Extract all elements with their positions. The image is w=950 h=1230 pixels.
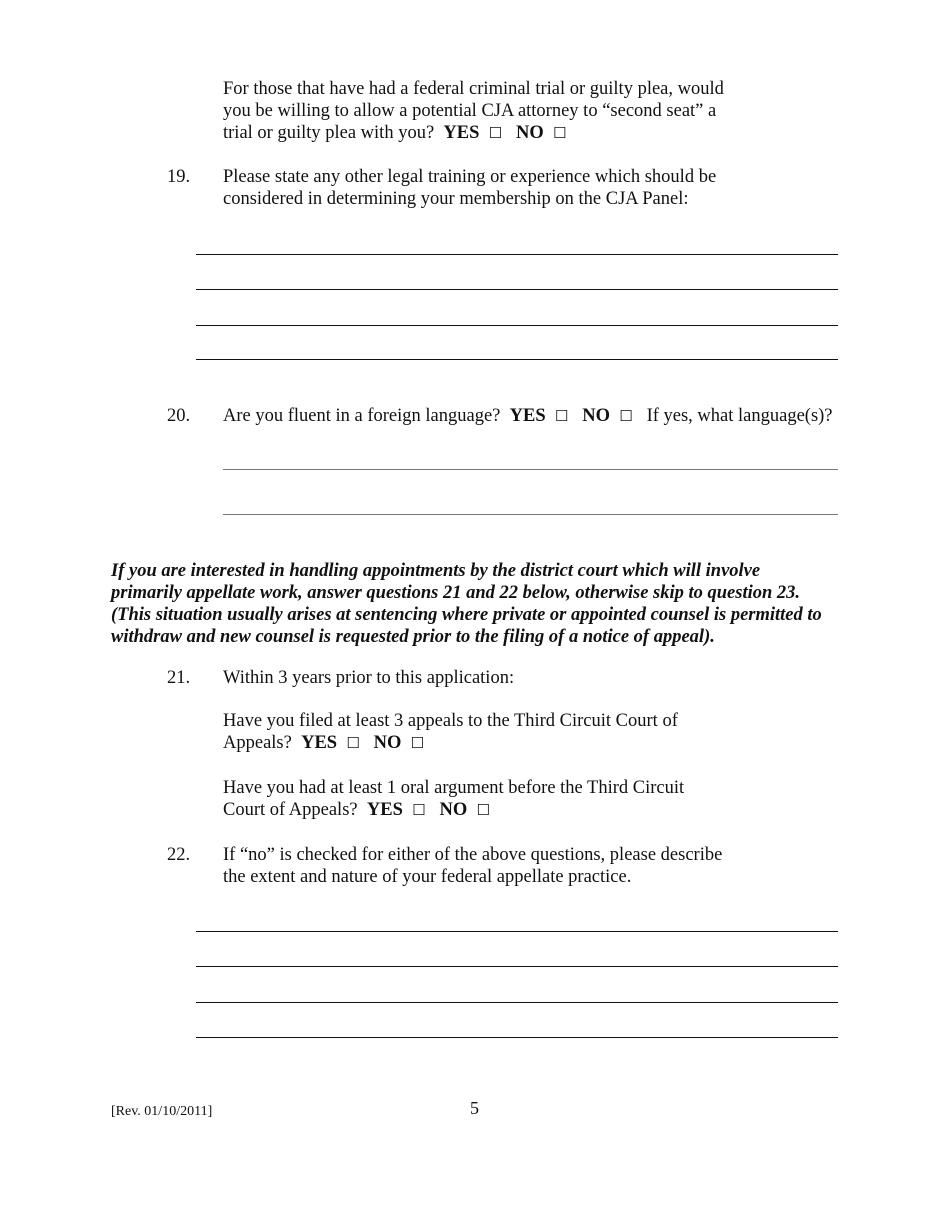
revision-date: [Rev. 01/10/2011]: [111, 1104, 213, 1119]
appellate-notice-line-3: (This situation usually arises at sentencing where private or appointed counsel is permitted to: [111, 605, 822, 625]
yes-label: YES: [509, 406, 546, 426]
no-label: NO: [582, 406, 610, 426]
no-label: NO: [373, 733, 402, 753]
q22-answer-line-1[interactable]: [196, 931, 838, 932]
q20-language-line-1[interactable]: [223, 469, 838, 470]
q21-sub-b-line-1: Have you had at least 1 oral argument before the Third Circuit: [223, 778, 685, 798]
q20-yes-checkbox[interactable]: ☐: [554, 407, 569, 425]
q22-text: [223, 844, 783, 888]
second-seat-line-1: For those that have had a federal criminal trial or guilty plea, would: [223, 79, 724, 99]
q22-number: 22.: [167, 845, 191, 865]
q21-sub-b-line-2: [223, 799, 783, 821]
appellate-notice-line-2: primarily appellate work, answer questions 21 and 22 below, otherwise skip to question 23.: [111, 583, 801, 603]
q20-text: Are you fluent in a foreign language?: [223, 406, 501, 426]
q20-no-checkbox[interactable]: ☐: [619, 407, 633, 425]
q21-sub-a-line-1: Have you filed at least 3 appeals to the Third Circuit Court of: [223, 711, 678, 731]
appellate-notice: [111, 560, 841, 648]
second-seat-yes-checkbox[interactable]: ☐: [488, 124, 503, 142]
q22-answer-line-3[interactable]: [196, 1002, 838, 1003]
yes-label: YES: [366, 800, 403, 820]
q19-answer-line-4[interactable]: [196, 359, 838, 360]
q21-sub-b-line-2-text: Court of Appeals?: [223, 800, 358, 820]
q21-text: Within 3 years prior to this application:: [223, 668, 515, 688]
q19-answer-line-3[interactable]: [196, 325, 838, 326]
yes-label: YES: [301, 733, 338, 753]
no-label: NO: [516, 123, 544, 143]
second-seat-no-checkbox[interactable]: ☐: [553, 124, 567, 142]
q22-line-1: If “no” is checked for either of the above questions, please describe: [223, 845, 723, 865]
second-seat-line-2: you be willing to allow a potential CJA attorney to “second seat” a: [223, 101, 717, 121]
yes-label: YES: [443, 123, 480, 143]
q22-line-2: the extent and nature of your federal appellate practice.: [223, 867, 632, 887]
q19-line-1: Please state any other legal training or experience which should be: [223, 167, 717, 187]
second-seat-line-3: [223, 122, 783, 144]
q21-sub-b: [223, 777, 783, 821]
q21-number: 21.: [167, 668, 191, 688]
q20-question: [223, 405, 848, 427]
q21-oral-yes-checkbox[interactable]: ☐: [412, 801, 426, 819]
q19-answer-line-2[interactable]: [196, 289, 838, 290]
q21-sub-a-line-2: [223, 732, 783, 754]
second-seat-line-3-text: trial or guilty plea with you?: [223, 123, 435, 143]
appellate-notice-line-1: If you are interested in handling appointments by the district court which will involve: [111, 561, 761, 581]
q19-answer-line-1[interactable]: [196, 254, 838, 255]
second-seat-question: [223, 78, 783, 144]
q20-language-line-2[interactable]: [223, 514, 838, 515]
no-label: NO: [439, 800, 468, 820]
q19-text: [223, 166, 783, 210]
q20-followup: If yes, what language(s)?: [646, 406, 833, 426]
q22-answer-line-2[interactable]: [196, 966, 838, 967]
q21-appeals-yes-checkbox[interactable]: ☐: [346, 734, 360, 752]
q19-line-2: considered in determining your membership on the CJA Panel:: [223, 189, 689, 209]
q21-oral-no-checkbox[interactable]: ☐: [476, 801, 490, 819]
q19-number: 19.: [167, 167, 191, 187]
appellate-notice-line-4: withdraw and new counsel is requested prior to the filing of a notice of appeal).: [111, 627, 715, 647]
q21-sub-a-line-2-text: Appeals?: [223, 733, 292, 753]
q21-appeals-no-checkbox[interactable]: ☐: [410, 734, 425, 752]
q22-answer-line-4[interactable]: [196, 1037, 838, 1038]
q21-sub-a: [223, 710, 783, 754]
page-number: 5: [470, 1098, 479, 1118]
q20-number: 20.: [167, 406, 191, 426]
